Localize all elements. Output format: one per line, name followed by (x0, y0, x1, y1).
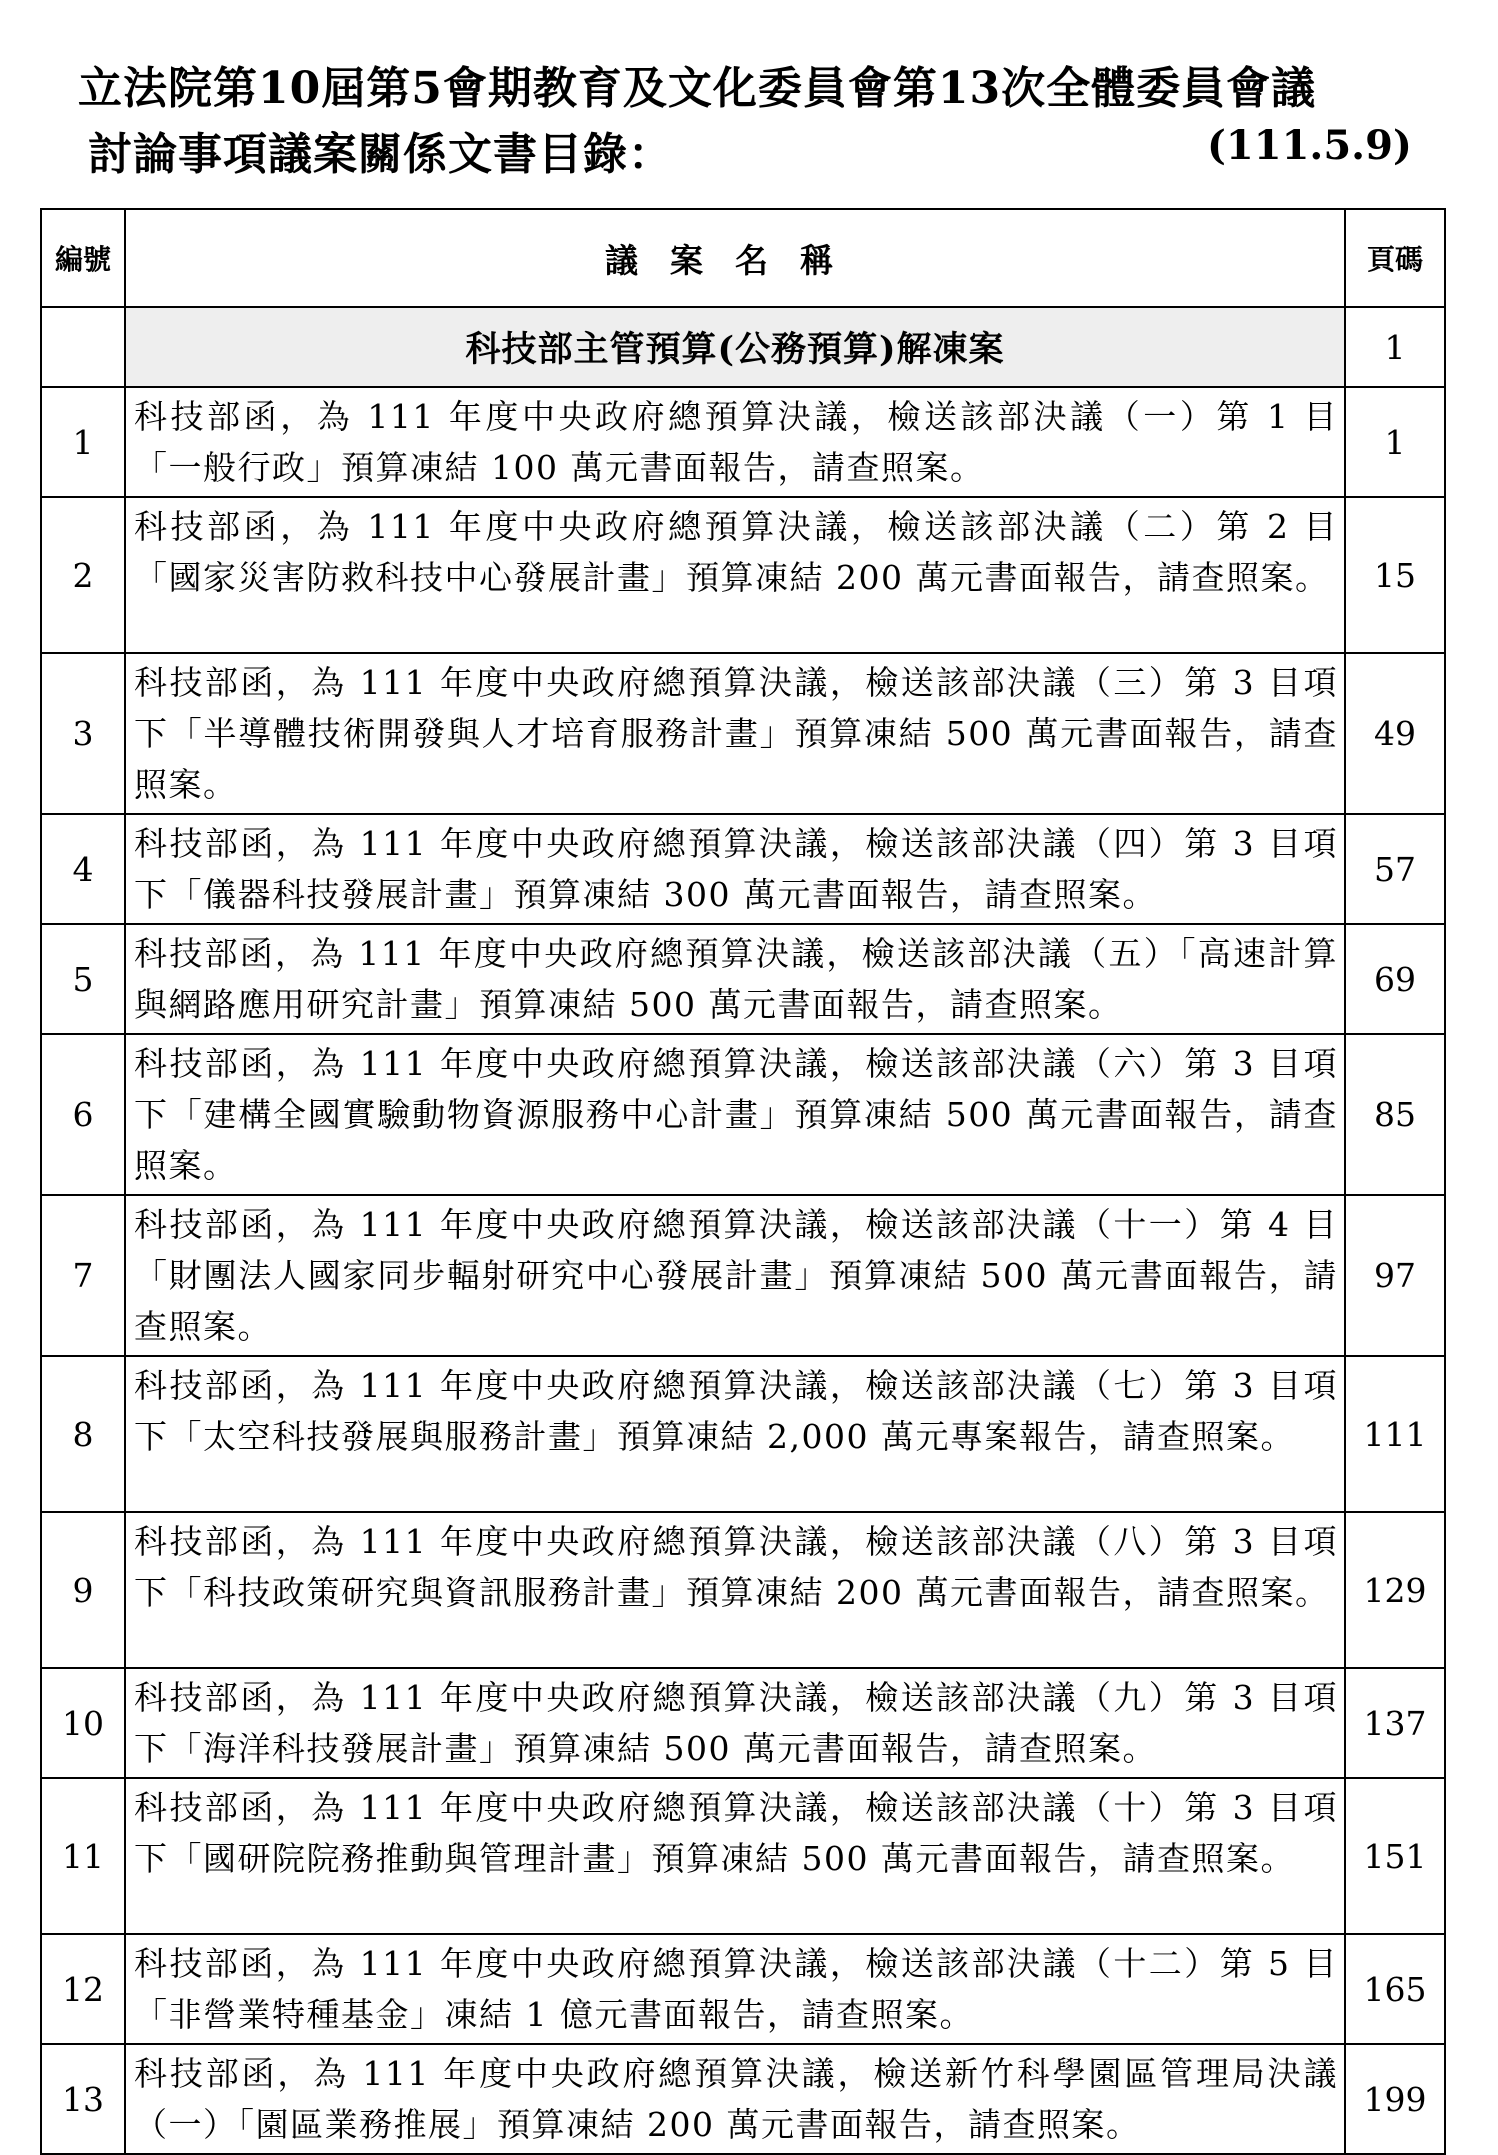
row-text: 科技部函，為 111 年度中央政府總預算決議，檢送該部決議（三）第 3 目項下「半導體技術開發與人才培育服務計畫」預算凍結 500 萬元書面報告，請查照案。 (125, 653, 1345, 814)
table-row (41, 1034, 1445, 1195)
row-text: 科技部函，為 111 年度中央政府總預算決議，檢送該部決議（十一）第 4 目「財團法人國家同步輻射研究中心發展計畫」預算凍結 500 萬元書面報告，請查照案。 (125, 1195, 1345, 1356)
section-blank-cell (41, 307, 125, 387)
row-page: 165 (1345, 1934, 1445, 2044)
table-row (41, 387, 1445, 497)
row-page: 49 (1345, 653, 1445, 814)
row-page: 129 (1345, 1512, 1445, 1668)
row-page: 199 (1345, 2044, 1445, 2154)
row-number: 11 (41, 1778, 125, 1934)
row-page: 57 (1345, 814, 1445, 924)
table-row (41, 1356, 1445, 1512)
row-number: 8 (41, 1356, 125, 1512)
table-row (41, 1195, 1445, 1356)
row-number: 4 (41, 814, 125, 924)
section-title: 科技部主管預算(公務預算)解凍案 (125, 307, 1345, 387)
row-page: 15 (1345, 497, 1445, 653)
document-title: 立法院第10屆第5會期教育及文化委員會第13次全體委員會議 (78, 63, 1317, 114)
row-number: 13 (41, 2044, 125, 2154)
row-text: 科技部函，為 111 年度中央政府總預算決議，檢送該部決議（八）第 3 目項下「科技政策研究與資訊服務計畫」預算凍結 200 萬元書面報告，請查照案。 (125, 1512, 1345, 1668)
row-number: 3 (41, 653, 125, 814)
table-row (41, 1668, 1445, 1778)
row-number: 9 (41, 1512, 125, 1668)
document-subtitle: 討論事項議案關係文書目錄： (88, 129, 673, 180)
table-row (41, 497, 1445, 653)
row-number: 2 (41, 497, 125, 653)
table-row (41, 653, 1445, 814)
row-page: 137 (1345, 1668, 1445, 1778)
row-text: 科技部函，為 111 年度中央政府總預算決議，檢送該部決議（六）第 3 目項下「建構全國實驗動物資源服務中心計畫」預算凍結 500 萬元書面報告，請查照案。 (125, 1034, 1345, 1195)
row-text: 科技部函，為 111 年度中央政府總預算決議，檢送該部決議（十二）第 5 目「非營業特種基金」凍結 1 億元書面報告，請查照案。 (125, 1934, 1345, 2044)
row-text: 科技部函，為 111 年度中央政府總預算決議，檢送該部決議（十）第 3 目項下「國研院院務推動與管理計畫」預算凍結 500 萬元書面報告，請查照案。 (125, 1778, 1345, 1934)
row-page: 151 (1345, 1778, 1445, 1934)
header-page: 頁碼 (1345, 209, 1445, 307)
row-text: 科技部函，為 111 年度中央政府總預算決議，檢送該部決議（一）第 1 目「一般行政」預算凍結 100 萬元書面報告，請查照案。 (125, 387, 1345, 497)
row-number: 5 (41, 924, 125, 1034)
table-row (41, 814, 1445, 924)
row-number: 6 (41, 1034, 125, 1195)
header-number: 編號 (41, 209, 125, 307)
table-row (41, 924, 1445, 1034)
row-text: 科技部函，為 111 年度中央政府總預算決議，檢送該部決議（九）第 3 目項下「海洋科技發展計畫」預算凍結 500 萬元書面報告，請查照案。 (125, 1668, 1345, 1778)
row-page: 85 (1345, 1034, 1445, 1195)
row-number: 1 (41, 387, 125, 497)
table-row (41, 2044, 1445, 2154)
document-date: (111.5.9) (1207, 122, 1412, 169)
row-text: 科技部函，為 111 年度中央政府總預算決議，檢送該部決議（七）第 3 目項下「太空科技發展與服務計畫」預算凍結 2,000 萬元專案報告，請查照案。 (125, 1356, 1345, 1512)
row-number: 10 (41, 1668, 125, 1778)
table-row (41, 1934, 1445, 2044)
row-text: 科技部函，為 111 年度中央政府總預算決議，檢送新竹科學園區管理局決議（一）「園區業務推展」預算凍結 200 萬元書面報告，請查照案。 (125, 2044, 1345, 2154)
section-page: 1 (1345, 307, 1445, 387)
row-page: 1 (1345, 387, 1445, 497)
row-page: 69 (1345, 924, 1445, 1034)
row-text: 科技部函，為 111 年度中央政府總預算決議，檢送該部決議（二）第 2 目「國家災害防救科技中心發展計畫」預算凍結 200 萬元書面報告，請查照案。 (125, 497, 1345, 653)
table-row (41, 1778, 1445, 1934)
row-number: 12 (41, 1934, 125, 2044)
section-row (41, 307, 1445, 387)
table-row (41, 1512, 1445, 1668)
row-text: 科技部函，為 111 年度中央政府總預算決議，檢送該部決議（五）「高速計算與網路應用研究計畫」預算凍結 500 萬元書面報告，請查照案。 (125, 924, 1345, 1034)
agenda-table (40, 208, 1446, 2155)
table-header-row (41, 209, 1445, 307)
row-text: 科技部函，為 111 年度中央政府總預算決議，檢送該部決議（四）第 3 目項下「儀器科技發展計畫」預算凍結 300 萬元書面報告，請查照案。 (125, 814, 1345, 924)
row-page: 111 (1345, 1356, 1445, 1512)
row-page: 97 (1345, 1195, 1445, 1356)
header-bill-name: 議案名稱 (125, 209, 1345, 307)
row-number: 7 (41, 1195, 125, 1356)
